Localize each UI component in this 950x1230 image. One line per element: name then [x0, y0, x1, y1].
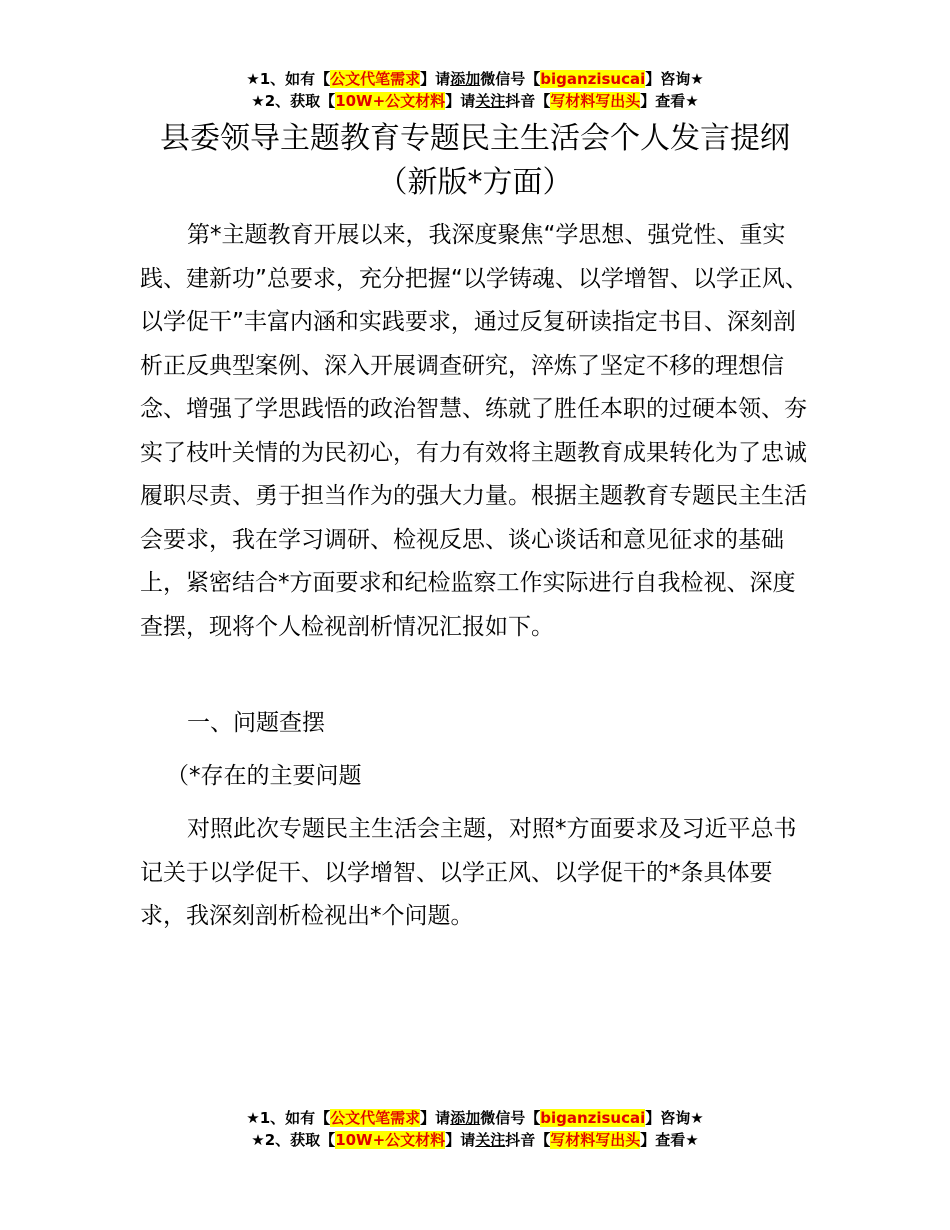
- promo-text: 】咨询★: [645, 1109, 704, 1127]
- promo-text: ★2、获取【: [251, 92, 336, 110]
- promo-banner-top: [0, 68, 950, 112]
- promo-text: 】请: [445, 1131, 476, 1149]
- subsection-heading: （*存在的主要问题: [166, 763, 362, 789]
- promo-underlined: 关注: [475, 1131, 506, 1149]
- promo-highlight: 公文代笔需求: [330, 70, 421, 88]
- promo-text: 】请: [420, 1109, 451, 1127]
- promo-banner-bottom: [0, 1107, 950, 1151]
- promo-underlined: 关注: [475, 92, 506, 110]
- promo-text: 抖音【: [505, 92, 551, 110]
- promo-line-1: [0, 1107, 950, 1129]
- promo-highlight: 写材料写出头: [550, 1131, 641, 1149]
- promo-highlight: 公文代笔需求: [330, 1109, 421, 1127]
- promo-underlined: 添加: [450, 70, 481, 88]
- promo-text: 】请: [420, 70, 451, 88]
- promo-text: ★1、如有【: [246, 1109, 331, 1127]
- promo-text: 】查看★: [640, 92, 699, 110]
- promo-text: 微信号【: [480, 1109, 541, 1127]
- promo-line-1: [0, 68, 950, 90]
- body-paragraph-1-container: [140, 214, 810, 649]
- promo-text: ★1、如有【: [246, 70, 331, 88]
- promo-text: 抖音【: [505, 1131, 551, 1149]
- promo-highlight: 写材料写出头: [550, 92, 641, 110]
- promo-text: 】请: [445, 92, 476, 110]
- body-paragraph-2-container: [140, 808, 810, 939]
- body-paragraph-2: 对照此次专题民主生活会主题，对照*方面要求及习近平总书记关于以学促干、以学增智、以学正风、以学促干的*条具体要求，我深刻剖析检视出*个问题。: [140, 816, 797, 929]
- promo-line-2: [0, 1129, 950, 1151]
- document-title: 县委领导主题教育专题民主生活会个人发言提纲（新版*方面）: [160, 121, 790, 200]
- promo-text: ★2、获取【: [251, 1131, 336, 1149]
- promo-highlight: biganzisucai: [540, 1109, 646, 1127]
- promo-highlight: biganzisucai: [540, 70, 646, 88]
- promo-underlined: 添加: [450, 1109, 481, 1127]
- body-paragraph-1: 第*主题教育开展以来，我深度聚焦“学思想、强党性、重实践、建新功”总要求，充分把握“以学铸魂、以学增智、以学正风、以学促干”丰富内涵和实践要求，通过反复研读指定书目、深刻剖析正反典型案例、深入开展调查研究，淬炼了坚定不移的理想信念、增强了学思践悟的政治智慧、练就了胜任本职的过硬本领、夯实了枝叶关情的为民初心，有力有效将主题教育成果转化为了忠诚履职尽责、勇于担当作为的强大力量。根据主题教育专题民主生活会要求，我在学习调研、检视反思、谈心谈话和意见征求的基础上，紧密结合*方面要求和纪检监察工作实际进行自我检视、深度查摆，现将个人检视剖析情况汇报如下。: [140, 222, 808, 640]
- promo-highlight: 10W+公文材料: [335, 92, 446, 110]
- promo-text: 微信号【: [480, 70, 541, 88]
- promo-line-2: [0, 90, 950, 112]
- promo-highlight: 10W+公文材料: [335, 1131, 446, 1149]
- promo-text: 】咨询★: [645, 70, 704, 88]
- section-heading-1: 一、问题查摆: [187, 710, 325, 736]
- promo-text: 】查看★: [640, 1131, 699, 1149]
